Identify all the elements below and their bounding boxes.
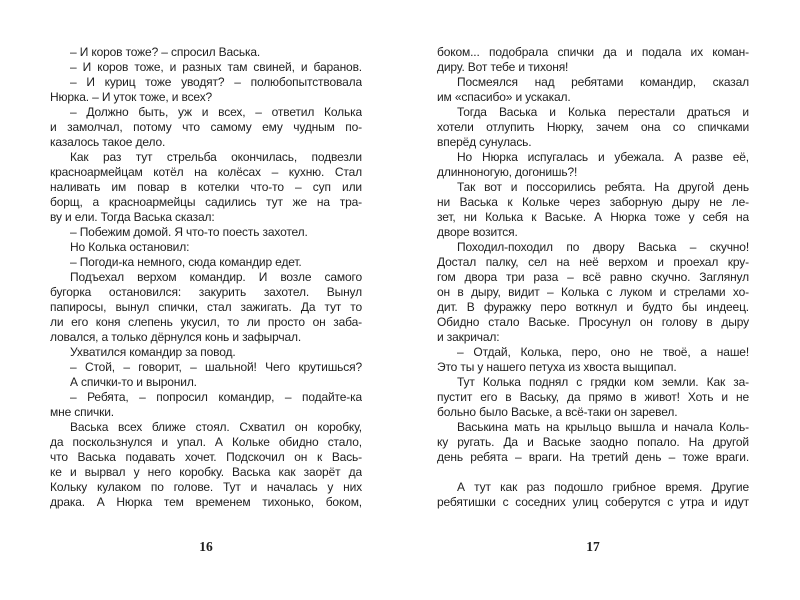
text-line: – И куриц тоже уводят? – полюбопытствовала: [70, 75, 362, 89]
text-line: боком... подобрала спички да и подала их коман-: [437, 45, 749, 59]
page-right: [437, 45, 749, 565]
page-number-right: 17: [586, 539, 600, 554]
text-line: бугорка остановился: закурить захотел. Вынул: [50, 285, 362, 299]
text-line: Подъехал верхом командир. И возле самого: [70, 270, 362, 284]
page-right-text: [437, 45, 749, 510]
text-line: ли его коня слепень укусил, то ли просто он заба-: [50, 315, 362, 329]
text-line: дворе возится.: [437, 225, 518, 239]
text-line: больно было Ваське, а всё-таки он заревел.: [437, 405, 678, 419]
text-line: красноармейцам котёл на колёсах – кухню. Стал: [50, 165, 362, 179]
text-line: Посмеялся над ребятами командир, сказал: [457, 75, 749, 89]
text-line: пустит его в Ваську, да прямо в живот! Хоть и не: [437, 390, 749, 404]
text-line: – Побежим домой. Я что-то поесть захотел.: [70, 225, 308, 239]
text-line: ловался, а только дёрнулся конь и зафырчал.: [50, 330, 302, 344]
text-line: и замолчал, потому что самому ему чудным по-: [50, 120, 362, 134]
page-left-text: [50, 45, 362, 510]
text-line: – Ребята, – попросил командир, – подайте-ка: [70, 390, 362, 404]
text-line: гом двора три раза – всё равно скучно. Заглянул: [437, 270, 749, 284]
page-left: [50, 45, 362, 565]
text-line: и закричал:: [437, 330, 500, 344]
text-line: хотели отлупить Нюрку, зачем она со спичками: [437, 120, 749, 134]
text-line: казалось такое дело.: [50, 135, 166, 149]
text-line: длинноногую, догонишь?!: [437, 165, 578, 179]
text-line: Кольку кулаком по голове. Тут и началась у них: [50, 480, 362, 494]
text-line: дит. В фуражку перо воткнул и будто бы индеец.: [437, 300, 749, 314]
text-line: Но Колька остановил:: [70, 240, 190, 254]
text-line: Васькина мать на крыльцо вышла и начала Коль-: [457, 420, 749, 434]
text-line: борщ, а красноармейцы садились тут же на тра-: [50, 195, 362, 209]
text-line: А тут как раз подошло грибное время. Другие: [457, 480, 749, 494]
text-line: – Должно быть, уж и всех, – ответил Колька: [70, 105, 362, 119]
text-line: наливать им повар в котелки что-то – суп или: [50, 180, 362, 194]
text-line: ку ругать. Да и Ваське заодно попало. На другой: [437, 435, 749, 449]
text-line: ни Васька к Кольке через заборную дыру не ле-: [437, 195, 749, 209]
text-line: Но Нюрка испугалась и убежала. А разве её,: [457, 150, 749, 164]
text-line: – Отдай, Колька, перо, оно не твоё, а наше!: [457, 345, 749, 359]
text-line: Так вот и поссорились ребята. На другой день: [457, 180, 749, 194]
text-line: Это ты у нашего петуха из хвоста выщипал.: [437, 360, 677, 374]
text-line: ву и ели. Тогда Васька сказал:: [50, 210, 215, 224]
text-line: Достал палку, сел на неё верхом и проехал кру-: [437, 255, 749, 269]
text-line: ке и вырвал у него коробку. Васька как заорёт да: [50, 465, 362, 479]
text-line: да поскользнулся и упал. А Кольке обидно стало,: [50, 435, 362, 449]
text-line: Обидно стало Ваське. Просунул он голову в дыру: [437, 315, 749, 329]
text-line: что Васька подавать хочет. Подскочил он к Вась-: [50, 450, 362, 464]
text-line: зет, ни Колька к Ваське. А Нюрка тоже у себя на: [437, 210, 749, 224]
text-line: – Стой, – говорит, – шальной! Чего крутишься?: [70, 360, 362, 374]
text-line: Васька всех ближе стоял. Схватил он коробку,: [70, 420, 362, 434]
text-line: – Погоди-ка немного, сюда командир едет.: [70, 255, 302, 269]
text-line: – И коров тоже? – спросил Васька.: [70, 45, 261, 59]
text-line: ребятишки с соседних улиц соберутся с утра и идут: [437, 495, 749, 509]
page-number-left: 16: [199, 539, 213, 554]
text-line: Тут Колька поднял с грядки ком земли. Как за-: [457, 375, 749, 389]
text-line: – И коров тоже, и разных там свиней, и баранов.: [70, 60, 362, 74]
blank-line: [437, 465, 749, 480]
text-line: им «спасибо» и ускакал.: [437, 90, 571, 104]
text-line: мне спички.: [50, 405, 114, 419]
text-line: день ребята – враги. На третий день – тоже враги.: [437, 450, 749, 464]
text-line: А спички-то и выронил.: [70, 375, 197, 389]
text-line: вперёд сунулась.: [437, 135, 532, 149]
text-line: драка. А Нюрка тем временем тихонько, боком,: [50, 495, 362, 509]
text-line: папиросы, вынул спички, стал зажигать. Да тут то: [50, 300, 362, 314]
text-line: Ухватился командир за повод.: [70, 345, 236, 359]
text-line: Нюрка. – И уток тоже, и всех?: [50, 90, 213, 104]
text-line: Тогда Васька и Колька перестали драться и: [457, 105, 749, 119]
text-line: Походил-походил по двору Васька – скучно!: [457, 240, 749, 254]
text-line: он в дыру, видит – Колька с луком и стрелами хо-: [437, 285, 749, 299]
text-line: Как раз тут стрельба окончилась, подвезли: [70, 150, 362, 164]
text-line: диру. Вот тебе и тихоня!: [437, 60, 569, 74]
